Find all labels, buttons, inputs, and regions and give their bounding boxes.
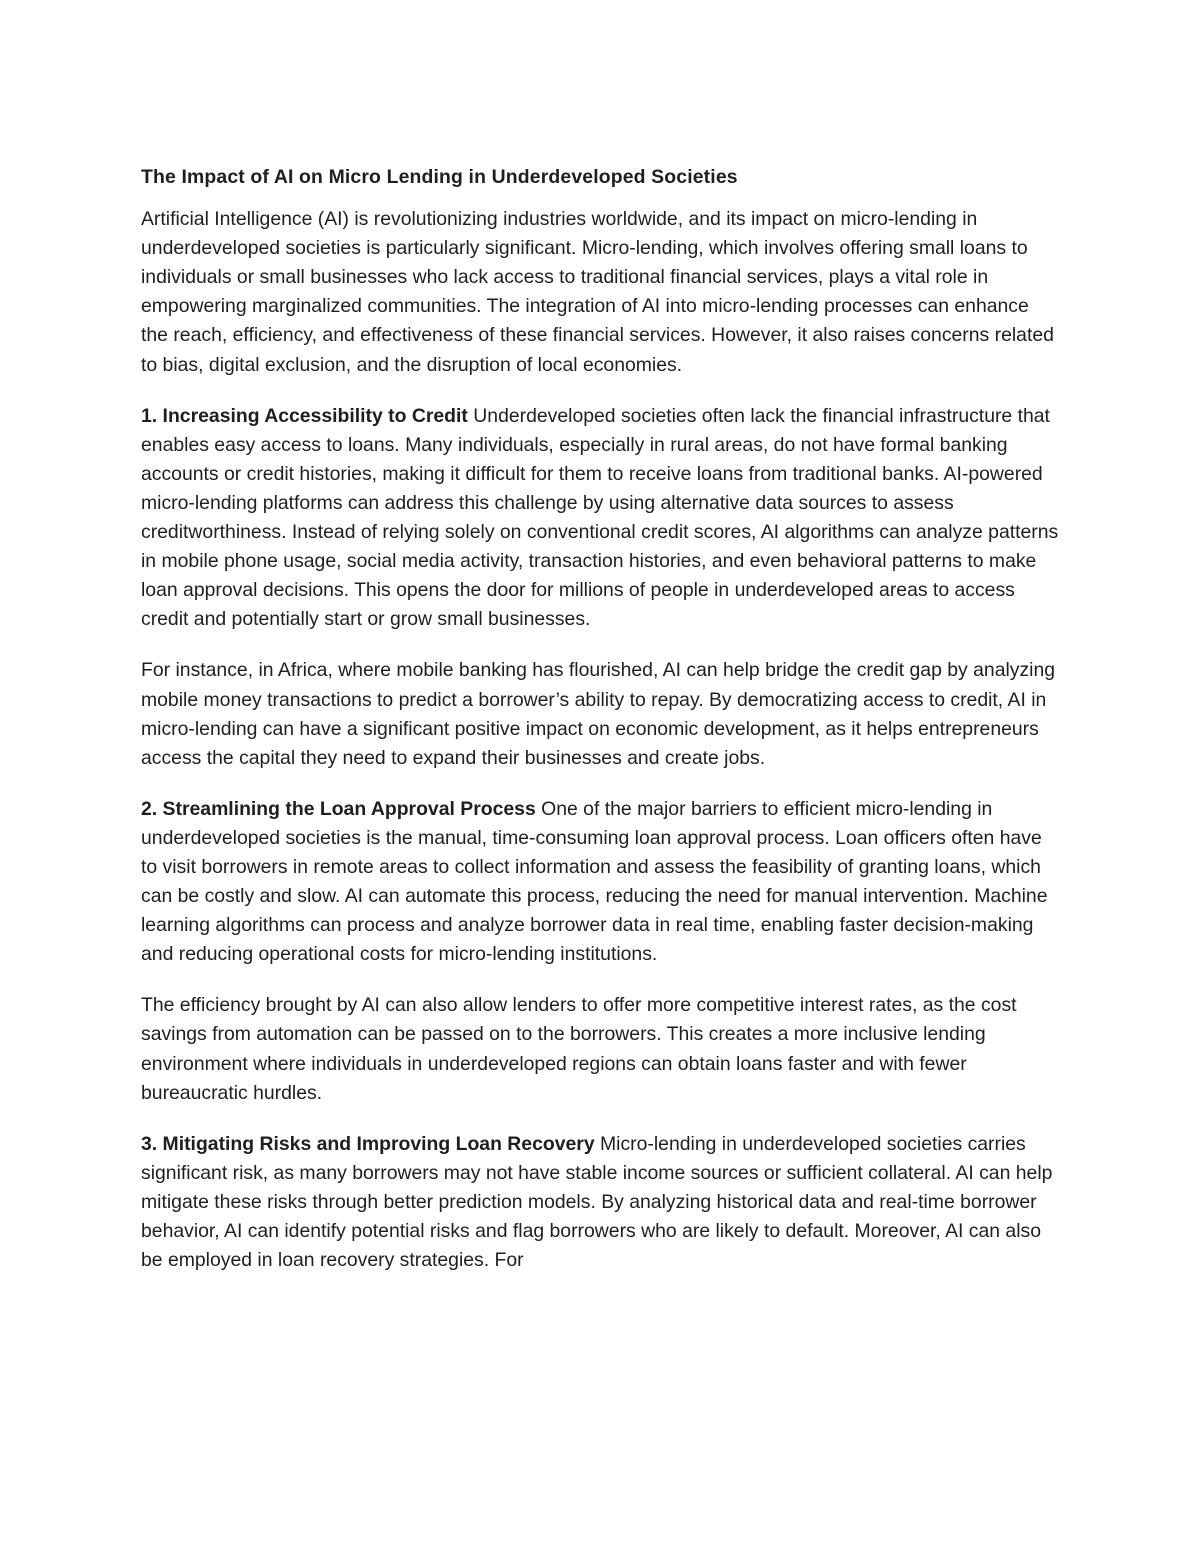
section-3-body: Micro-lending in underdeveloped societies carries significant risk, as many borrowers may not have stable income sources or sufficient collateral. AI can help mitigate these risks through better prediction models. By analyzing historical data and real-time borrower behavior, AI can identify potential risks and flag borrowers who are likely to default. Moreover, AI can also be employed in loan recovery strategies. For [141,1132,1053,1272]
intro-paragraph: Artificial Intelligence (AI) is revolutionizing industries worldwide, and its impact on micro-lending in underdeveloped societies is particularly significant. Micro-lending, which involves offering small loans to individuals or small businesses who lack access to traditional financial services, plays a vital role in empowering marginalized communities. The integration of AI into micro-lending processes can enhance the reach, efficiency, and effectiveness of these financial services. However, it also raises concerns related to bias, digital exclusion, and the disruption of local economies. [141,208,1054,376]
section-3-paragraph [141,1130,1061,1275]
section-2-followup-paragraph: The efficiency brought by AI can also allow lenders to offer more competitive interest rates, as the cost savings from automation can be passed on to the borrowers. This creates a more inclusive lending environment where individuals in underdeveloped regions can obtain loans faster and with fewer bureaucratic hurdles. [141,994,1017,1104]
section-1-followup-paragraph: For instance, in Africa, where mobile banking has flourished, AI can help bridge the credit gap by analyzing mobile money transactions to predict a borrower’s ability to repay. By democratizing access to credit, AI in micro-lending can have a significant positive impact on economic development, as it helps entrepreneurs access the capital they need to expand their businesses and create jobs. [141,659,1056,769]
section-1-body: Underdeveloped societies often lack the financial infrastructure that enables easy access to loans. Many individuals, especially in rural areas, do not have formal banking accounts or credit histories, making it difficult for them to receive loans from traditional banks. AI-powered micro-lending platforms can address this challenge by using alternative data sources to assess creditworthiness. Instead of relying solely on conventional credit scores, AI algorithms can analyze patterns in mobile phone usage, social media activity, transaction histories, and even behavioral patterns to make loan approval decisions. This opens the door for millions of people in underdeveloped areas to access credit and potentially start or grow small businesses. [141,404,1059,631]
section-2-body: One of the major barriers to efficient micro-lending in underdeveloped societies is the manual, time-consuming loan approval process. Loan officers often have to visit borrowers in remote areas to collect information and assess the feasibility of granting loans, which can be costly and slow. AI can automate this process, reducing the need for manual intervention. Machine learning algorithms can process and analyze borrower data in real time, enabling faster decision-making and reducing operational costs for micro-lending institutions. [141,797,1048,966]
section-2-paragraph [141,795,1061,970]
section-1-paragraph [141,402,1061,635]
document-title: The Impact of AI on Micro Lending in Underdeveloped Societies [141,166,738,188]
section-1-heading: 1. Increasing Accessibility to Credit [141,404,468,427]
section-3-heading: 3. Mitigating Risks and Improving Loan Recovery [141,1132,595,1155]
document-body [141,163,1061,1297]
section-2-heading: 2. Streamlining the Loan Approval Process [141,797,536,820]
